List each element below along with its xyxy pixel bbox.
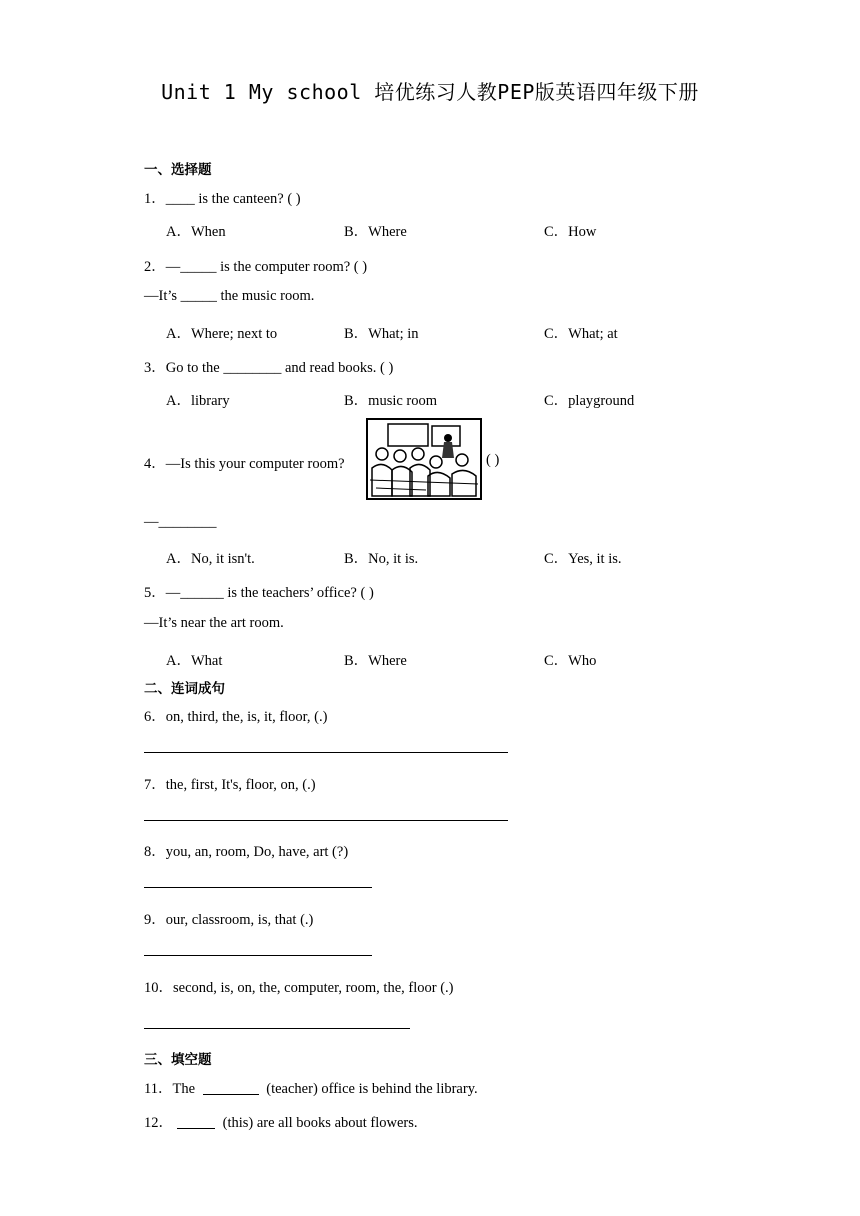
- question-2-option-a[interactable]: A．Where; next to: [166, 326, 278, 342]
- question-2-stem: 2．—_____ is the computer room? ( ): [144, 259, 368, 275]
- question-5-option-c[interactable]: C．Who: [544, 653, 597, 669]
- question-2-option-b[interactable]: B．What; in: [344, 326, 419, 342]
- question-2-option-c[interactable]: C．What; at: [544, 326, 618, 342]
- section-heading-choice: 一、选择题: [144, 162, 212, 178]
- question-4-stem: 4．—Is this your computer room?: [144, 456, 345, 472]
- question-12-post: (this) are all books about flowers.: [219, 1115, 418, 1131]
- question-5-stem: 5．—______ is the teachers’ office? ( ): [144, 585, 374, 601]
- section-heading-sentences: 二、连词成句: [144, 681, 225, 697]
- question-4-option-c[interactable]: C．Yes, it is.: [544, 551, 622, 567]
- question-2-line2: —It’s _____ the music room.: [144, 288, 315, 304]
- question-12-pre: 12．: [144, 1115, 173, 1131]
- question-6-answer-line[interactable]: [144, 752, 508, 753]
- question-9-prompt: 9．our, classroom, is, that (.): [144, 912, 314, 928]
- question-3-option-a[interactable]: A．library: [166, 393, 230, 409]
- question-4-option-b[interactable]: B．No, it is.: [344, 551, 419, 567]
- question-11-pre: 11．The: [144, 1081, 199, 1097]
- question-6-prompt: 6．on, third, the, is, it, floor, (.): [144, 709, 328, 725]
- question-12: [144, 1111, 418, 1132]
- section-heading-fill-blank: 三、填空题: [144, 1052, 212, 1068]
- question-9-answer-line[interactable]: [144, 955, 372, 956]
- question-5-line2: —It’s near the art room.: [144, 615, 284, 631]
- question-7-answer-line[interactable]: [144, 820, 508, 821]
- question-5-option-a[interactable]: A．What: [166, 653, 223, 669]
- question-11: [144, 1077, 478, 1098]
- question-3-option-b[interactable]: B．music room: [344, 393, 438, 409]
- question-3-stem: 3．Go to the ________ and read books. ( ): [144, 360, 394, 376]
- question-8-answer-line[interactable]: [144, 887, 372, 888]
- question-10-prompt: 10．second, is, on, the, computer, room, the, floor (.): [144, 980, 454, 996]
- question-12-blank[interactable]: [177, 1128, 215, 1129]
- question-3-option-c[interactable]: C．playground: [544, 393, 635, 409]
- question-4-option-a[interactable]: A．No, it isn't.: [166, 551, 255, 567]
- question-1-option-a[interactable]: A．When: [166, 224, 226, 240]
- question-5-option-b[interactable]: B．Where: [344, 653, 407, 669]
- question-4-line2: —________: [144, 514, 217, 530]
- question-7-prompt: 7．the, first, It's, floor, on, (.): [144, 777, 316, 793]
- question-4-paren: ( ): [486, 452, 500, 468]
- question-8-prompt: 8．you, an, room, Do, have, art (?): [144, 844, 349, 860]
- classroom-picture: [366, 418, 482, 500]
- question-10-answer-line[interactable]: [144, 1028, 410, 1029]
- question-1-stem: 1．____ is the canteen? ( ): [144, 191, 301, 207]
- question-11-post: (teacher) office is behind the library.: [262, 1081, 478, 1097]
- page-title: Unit 1 My school 培优练习人教PEP版英语四年级下册: [161, 80, 699, 104]
- question-11-blank[interactable]: [203, 1094, 259, 1095]
- question-1-option-c[interactable]: C．How: [544, 224, 597, 240]
- question-1-option-b[interactable]: B．Where: [344, 224, 407, 240]
